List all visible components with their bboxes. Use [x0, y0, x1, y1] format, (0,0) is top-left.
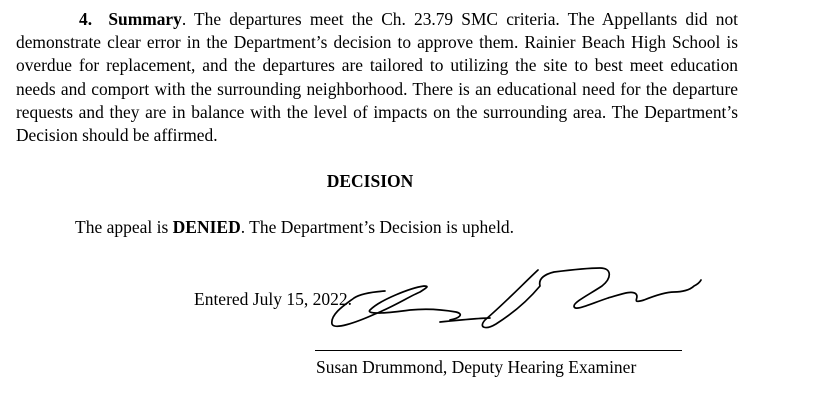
decision-heading: DECISION [326, 171, 414, 191]
signer-name: Susan Drummond, Deputy Hearing Examiner [316, 357, 637, 377]
handwritten-signature [310, 258, 710, 348]
decision-text-before: The appeal is [75, 217, 173, 237]
signature-line [315, 350, 682, 351]
entered-date: Entered July 15, 2022. [194, 289, 352, 309]
signature-stroke-second [482, 268, 701, 327]
section-number: 4. [79, 9, 93, 29]
decision-text-after: . The Department’s Decision is upheld. [240, 217, 515, 237]
summary-heading: Summary [108, 9, 182, 29]
decision-denied: DENIED [172, 217, 241, 237]
signature-stroke-first [332, 286, 460, 326]
signature-stroke-underline [440, 318, 490, 322]
summary-paragraph [16, 8, 738, 147]
decision-statement [75, 217, 514, 238]
summary-body: . The departures meet the Ch. 23.79 SMC criteria. The Appellants did not demonstrate clear error in the Department’s decision to approve them. Rainier Beach High School is overdue for replacement, and the departures are tailored to utilizing the site to best meet education needs and comport with the surrounding neighborhood. There is an educational need for the departure requests and they are in balance with the level of impacts on the surrounding area. The Department’s Decision should be affirmed. [16, 9, 738, 146]
